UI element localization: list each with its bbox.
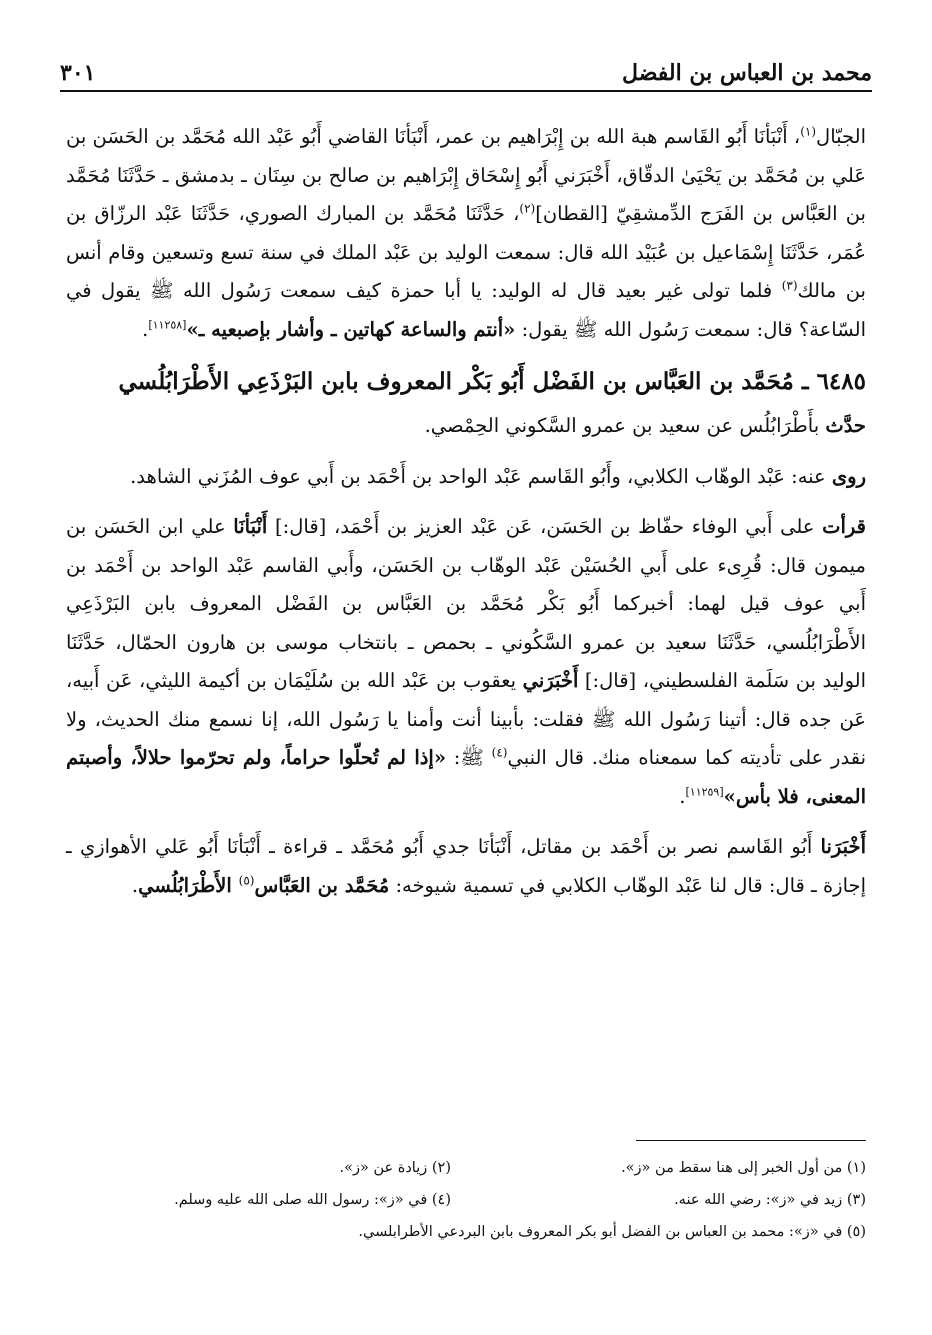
footnote-marker: (١): [800, 124, 817, 139]
footnote-3: (٣) زيد في «ز»: رضي الله عنه.: [674, 1192, 866, 1208]
running-header: [60, 50, 872, 92]
footnote-marker: (٣): [781, 278, 798, 293]
footnote-1: (١) من أول الخبر إلى هنا سقط من «ز».: [621, 1160, 866, 1176]
footnote-marker: (٥): [238, 873, 255, 887]
hadith-text: «إذا لم تُحلّوا حراماً، ولم تحرّموا حلالاً، وأصبتم المعنى، فلا بأس»: [66, 746, 866, 808]
paragraph-qara: قرأت على أَبي الوفاء حفّاظ بن الحَسَن، عَن عَبْد العزيز بن أَحْمَد، [قال:] أَنْبَأنَا علي ابن الحَسَن بن ميمون قال: قُرِىء على أَبي الحُسَيْن عَبْد الوهّاب بن الحَسَن، وأَبي القاسم عَبْد الواحد بن أَحْمَد بن أَبي عوف قيل لهما: أخبركما أَبُو بَكْر مُحَمَّد بن العَبَّاس بن الفَضْل المعروف بابن البَرْذَعِي الأَطْرَابُلُسي، حَدَّثَنَا سعيد بن عمرو السَّكُوني ـ بحمص ـ بانتخاب موسى بن هارون الحمّال، حَدَّثَنَا الوليد بن سَلَمة الفلسطيني، [قال:] أَخْبَرَني يعقوب بن عَبْد الله بن سُلَيْمَان بن أكيمة الليثي، عَن أَبيه، عَن جده قال: أتينا رَسُول الله ﷺ فقلت: بأبينا أنت وأمنا يا رَسُول الله، إنا نسمع منك الحديث، ولا نقدر على تأديته كما سمعناه منك. قال النبي$^{(٤)}$ ﷺ: «إذا لم تُحلّوا حراماً، ولم تحرّموا حلالاً، وأصبتم المعنى، فلا بأس»[١١٢٥٩].: [66, 515, 867, 808]
paragraph-akhbarana: أَخْبَرَنا أَبُو القَاسم نصر بن أَحْمَد بن مقاتل، أَنْبَأنَا جدي أَبُو مُحَمَّد ـ قراءة ـ أَنْبَأنَا أَبُو عَلي الأهوازي ـ إجازة ـ قال: قال لنا عَبْد الوهّاب الكلابي في تسمية شيوخه: مُحَمَّد بن العَبَّاس$^{(٥)}$ الأَطْرَابُلُسي.: [66, 835, 866, 897]
footnotes: [66, 1140, 866, 1245]
header-title: محمد بن العباس بن الفضل: [622, 60, 872, 86]
hadith-reference: [١١٢٥٩]: [685, 785, 724, 798]
biography-heading: ٦٤٨٥ ـ مُحَمَّد بن العَبَّاس بن الفَضْل أَبُو بَكْر المعروف بابن البَرْذَعِي الأَطْرَابُلُسي: [118, 368, 866, 395]
main-text: [66, 118, 866, 917]
paragraph-hadath: حدَّث بأَطْرَابُلُس عن سعيد بن عمرو السَّكوني الحِمْصي.: [424, 414, 866, 437]
footnote-4: (٤) في «ز»: رسول الله صلى الله عليه وسلم.: [174, 1192, 451, 1208]
hadith-text: «أنتم والساعة كهاتين ـ وأشار بإصبعيه ـ»: [186, 317, 516, 341]
footnote-marker: (٢): [519, 201, 536, 216]
paragraph-rawa: روى عنه: عَبْد الوهّاب الكلابي، وأَبُو القَاسم عَبْد الواحد بن أَحْمَد بن أَبي عوف المُزَني الشاهد.: [130, 464, 866, 488]
footnote-marker: (٤): [491, 745, 508, 760]
page-number: ٣٠١: [60, 60, 96, 86]
paragraph-isnad-continuation: الجبّال$^{(١)}$، أَنْبَأنَا أَبُو القَاسم هبة الله بن إِبْرَاهيم بن عمر، أَنْبَأنَا القاضي أَبُو عَبْد الله مُحَمَّد بن الحَسَن بن عَلي بن مُحَمَّد بن يَحْيَىٰ الدقّاق، أَخْبَرَني أَبُو إِسْحَاق إِبْرَاهيم بن صالح بن سِنَان ـ بدمشق ـ حَدَّثَنَا مُحَمَّد بن العَبَّاس بن الفَرَج الدِّمشقِيّ [القطان]$^{(٢)}$، حَدَّثَنَا مُحَمَّد بن المبارك الصوري، حَدَّثَنَا عَبْد الرزّاق بن عُمَر، حَدَّثَنَا إِسْمَاعيل بن عُبَيْد الله قال: سمعت الوليد بن عَبْد الملك في سنة تسع وتسعين وقام أنس بن مالك$^{(٣)}$ فلما تولى غير بعيد قال له الوليد: يا أبا حمزة كيف سمعت رَسُول الله ﷺ يقول في السّاعة؟ قال: سمعت رَسُول الله ﷺ يقول: «أنتم والساعة كهاتين ـ وأشار بإصبعيه ـ»[١١٢٥٨].: [66, 124, 867, 341]
footnote-2: (٢) زيادة عن «ز».: [339, 1160, 451, 1176]
footnote-divider: [636, 1140, 866, 1141]
hadith-reference: [١١٢٥٨]: [148, 318, 187, 331]
footnote-5: (٥) في «ز»: محمد بن العباس بن الفضل أبو بكر المعروف بابن البردعي الأطرابلسي.: [358, 1224, 866, 1240]
